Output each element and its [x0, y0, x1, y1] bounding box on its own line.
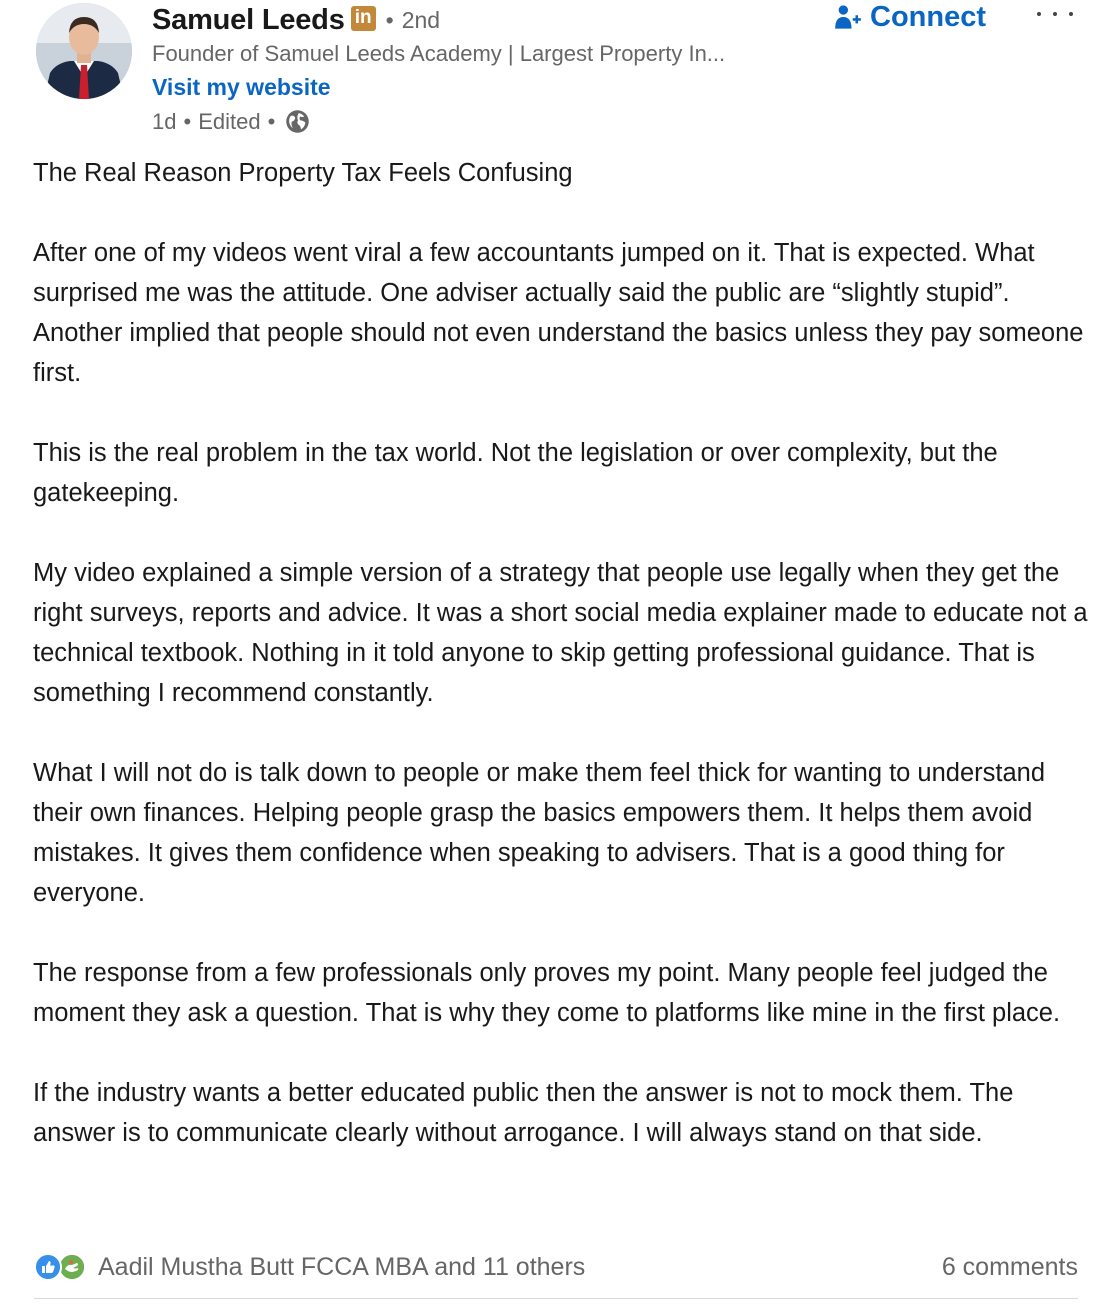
- globe-icon: [284, 108, 311, 135]
- more-icon[interactable]: [1037, 2, 1073, 26]
- post-header: [0, 0, 1116, 150]
- post-paragraph: After one of my videos went viral a few accountants jumped on it. That is expected. What surprised me was the attitude. One adviser actually said the public are “slightly stupid”. Another implied that people should not even understand the basics unless they pay someone first.: [33, 239, 1084, 387]
- post-body: [33, 153, 1093, 1153]
- connection-degree-label: 2nd: [401, 6, 441, 33]
- linkedin-premium-badge: in: [351, 6, 376, 31]
- reactions-text: Aadil Mustha Butt FCCA MBA and 11 others: [98, 1252, 586, 1281]
- reactions-summary[interactable]: [34, 1252, 585, 1282]
- post-title: The Real Reason Property Tax Feels Confusing: [33, 159, 573, 187]
- post-paragraph: This is the real problem in the tax world. Not the legislation or over complexity, but the gatekeeping.: [33, 439, 998, 507]
- post-paragraph: If the industry wants a better educated public then the answer is not to mock them. The answer is to communicate clearly without arrogance. I will always stand on that side.: [33, 1079, 1014, 1147]
- more-dot: [1053, 12, 1057, 16]
- comments-count[interactable]: 6 comments: [941, 1252, 1078, 1281]
- author-headline: Founder of Samuel Leeds Academy | Largest Property In...: [152, 41, 726, 66]
- support-icon: [58, 1253, 86, 1281]
- author-name[interactable]: Samuel Leeds: [152, 3, 345, 36]
- post-meta: [152, 108, 311, 135]
- social-counts-bar: [34, 1248, 1078, 1286]
- connect-button[interactable]: [834, 0, 986, 34]
- like-icon: [34, 1253, 62, 1281]
- meta-separator: •: [267, 108, 276, 134]
- avatar-photo: [36, 3, 132, 99]
- edited-label: Edited: [198, 108, 261, 134]
- connect-label: Connect: [870, 0, 986, 33]
- visit-website-link[interactable]: Visit my website: [152, 74, 331, 100]
- author-name-row: [152, 2, 440, 38]
- post-time: 1d: [152, 108, 177, 134]
- divider: [34, 1298, 1078, 1299]
- more-dot: [1037, 12, 1041, 16]
- more-dot: [1069, 12, 1073, 16]
- connection-degree: • 2nd: [385, 6, 441, 33]
- reaction-icons: [34, 1252, 92, 1282]
- person-plus-icon: [834, 2, 862, 32]
- post-paragraph: What I will not do is talk down to people or make them feel thick for wanting to understand their own finances. Helping people grasp the basics empowers them. It helps them avoid mistakes. It gives them confidence when speaking to advisers. That is a good thing for everyone.: [33, 759, 1046, 907]
- post-paragraph: My video explained a simple version of a strategy that people use legally when they get the right surveys, reports and advice. It was a short social media explainer made to educate not a technical textbook. Nothing in it told anyone to skip getting professional guidance. That is something I recommend constantly.: [33, 559, 1088, 707]
- meta-separator: •: [183, 108, 192, 134]
- post-paragraph: The response from a few professionals only proves my point. Many people feel judged the moment they ask a question. That is why they come to platforms like mine in the first place.: [33, 959, 1061, 1027]
- avatar[interactable]: [36, 3, 132, 99]
